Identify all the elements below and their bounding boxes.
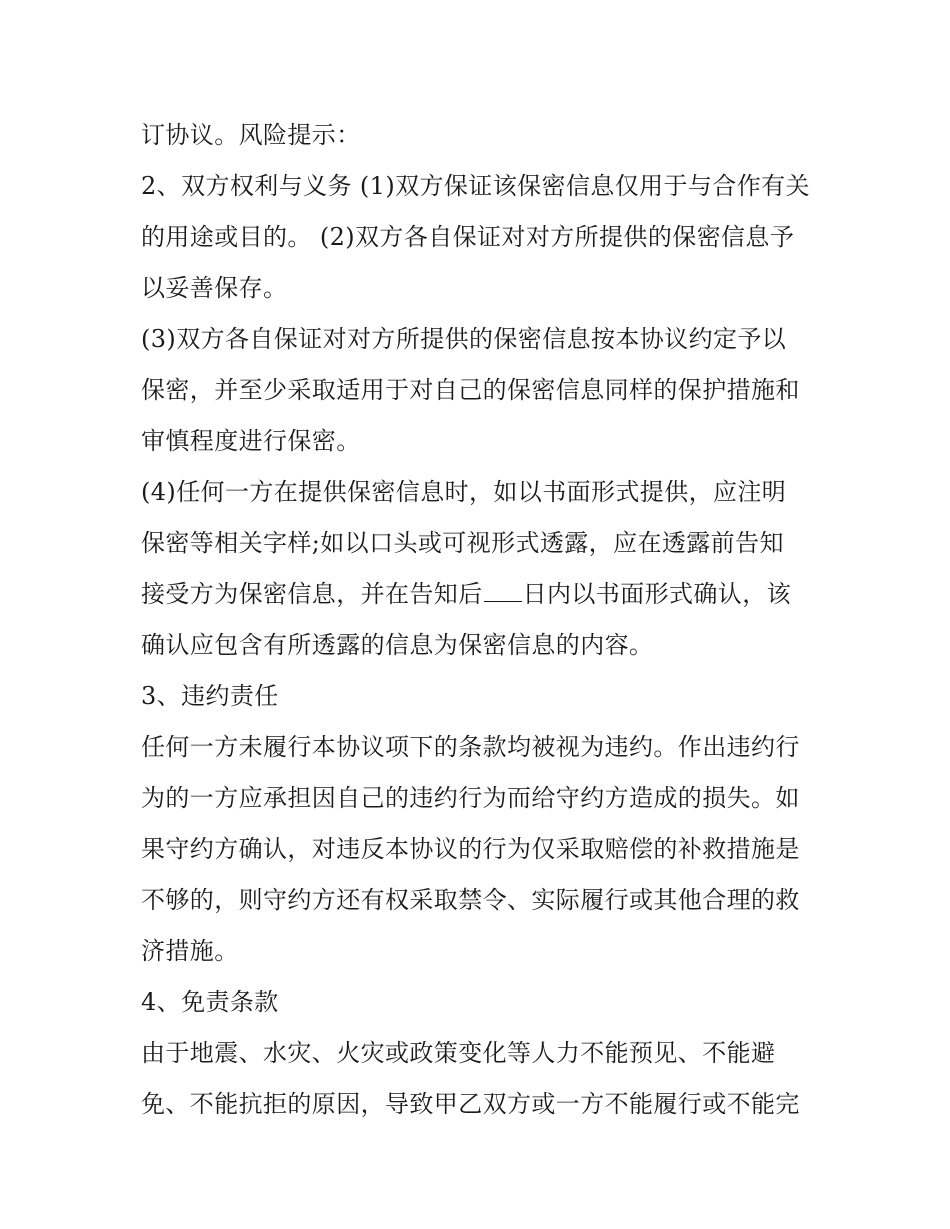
text-line: 订协议。风险提示：	[141, 121, 361, 149]
text-line: 保密等相关字样;如以口头或可视形式透露，应在透露前告知	[141, 529, 784, 557]
text-segment: 日内以书面形式确认，该	[522, 580, 792, 608]
text-line: 济措施。	[141, 937, 239, 965]
text-line: 不够的，则守约方还有权采取禁令、实际履行或其他合理的救	[141, 886, 800, 914]
section-heading: 4、免责条款	[141, 988, 279, 1016]
text-line: (3)双方各自保证对对方所提供的保密信息按本协议约定予以	[141, 325, 787, 353]
text-line: 的用途或目的。 (2)双方各自保证对对方所提供的保密信息予	[141, 223, 795, 251]
fill-in-blank	[484, 581, 522, 602]
text-line: 保密，并至少采取适用于对自己的保密信息同样的保护措施和	[141, 376, 800, 404]
section-heading: 3、违约责任	[141, 682, 279, 710]
text-line: 以妥善保存。	[141, 274, 288, 302]
text-line: 为的一方应承担因自己的违约行为而给守约方造成的损失。如	[141, 784, 800, 812]
text-line: 审慎程度进行保密。	[141, 427, 361, 455]
document-body	[141, 110, 817, 1130]
text-line-with-blank	[141, 569, 817, 620]
text-line: 2、双方权利与义务 (1)双方保证该保密信息仅用于与合作有关	[141, 172, 810, 200]
text-line: (4)任何一方在提供保密信息时，如以书面形式提供，应注明	[141, 478, 787, 506]
text-line: 任何一方未履行本协议项下的条款均被视为违约。作出违约行	[141, 733, 800, 761]
text-segment: 接受方为保密信息，并在告知后	[141, 580, 483, 608]
text-line: 免、不能抗拒的原因，导致甲乙双方或一方不能履行或不能完	[141, 1090, 800, 1118]
text-line: 确认应包含有所透露的信息为保密信息的内容。	[141, 631, 654, 659]
text-line: 由于地震、水灾、火灾或政策变化等人力不能预见、不能避	[141, 1039, 776, 1067]
text-line: 果守约方确认，对违反本协议的行为仅采取赔偿的补救措施是	[141, 835, 800, 863]
